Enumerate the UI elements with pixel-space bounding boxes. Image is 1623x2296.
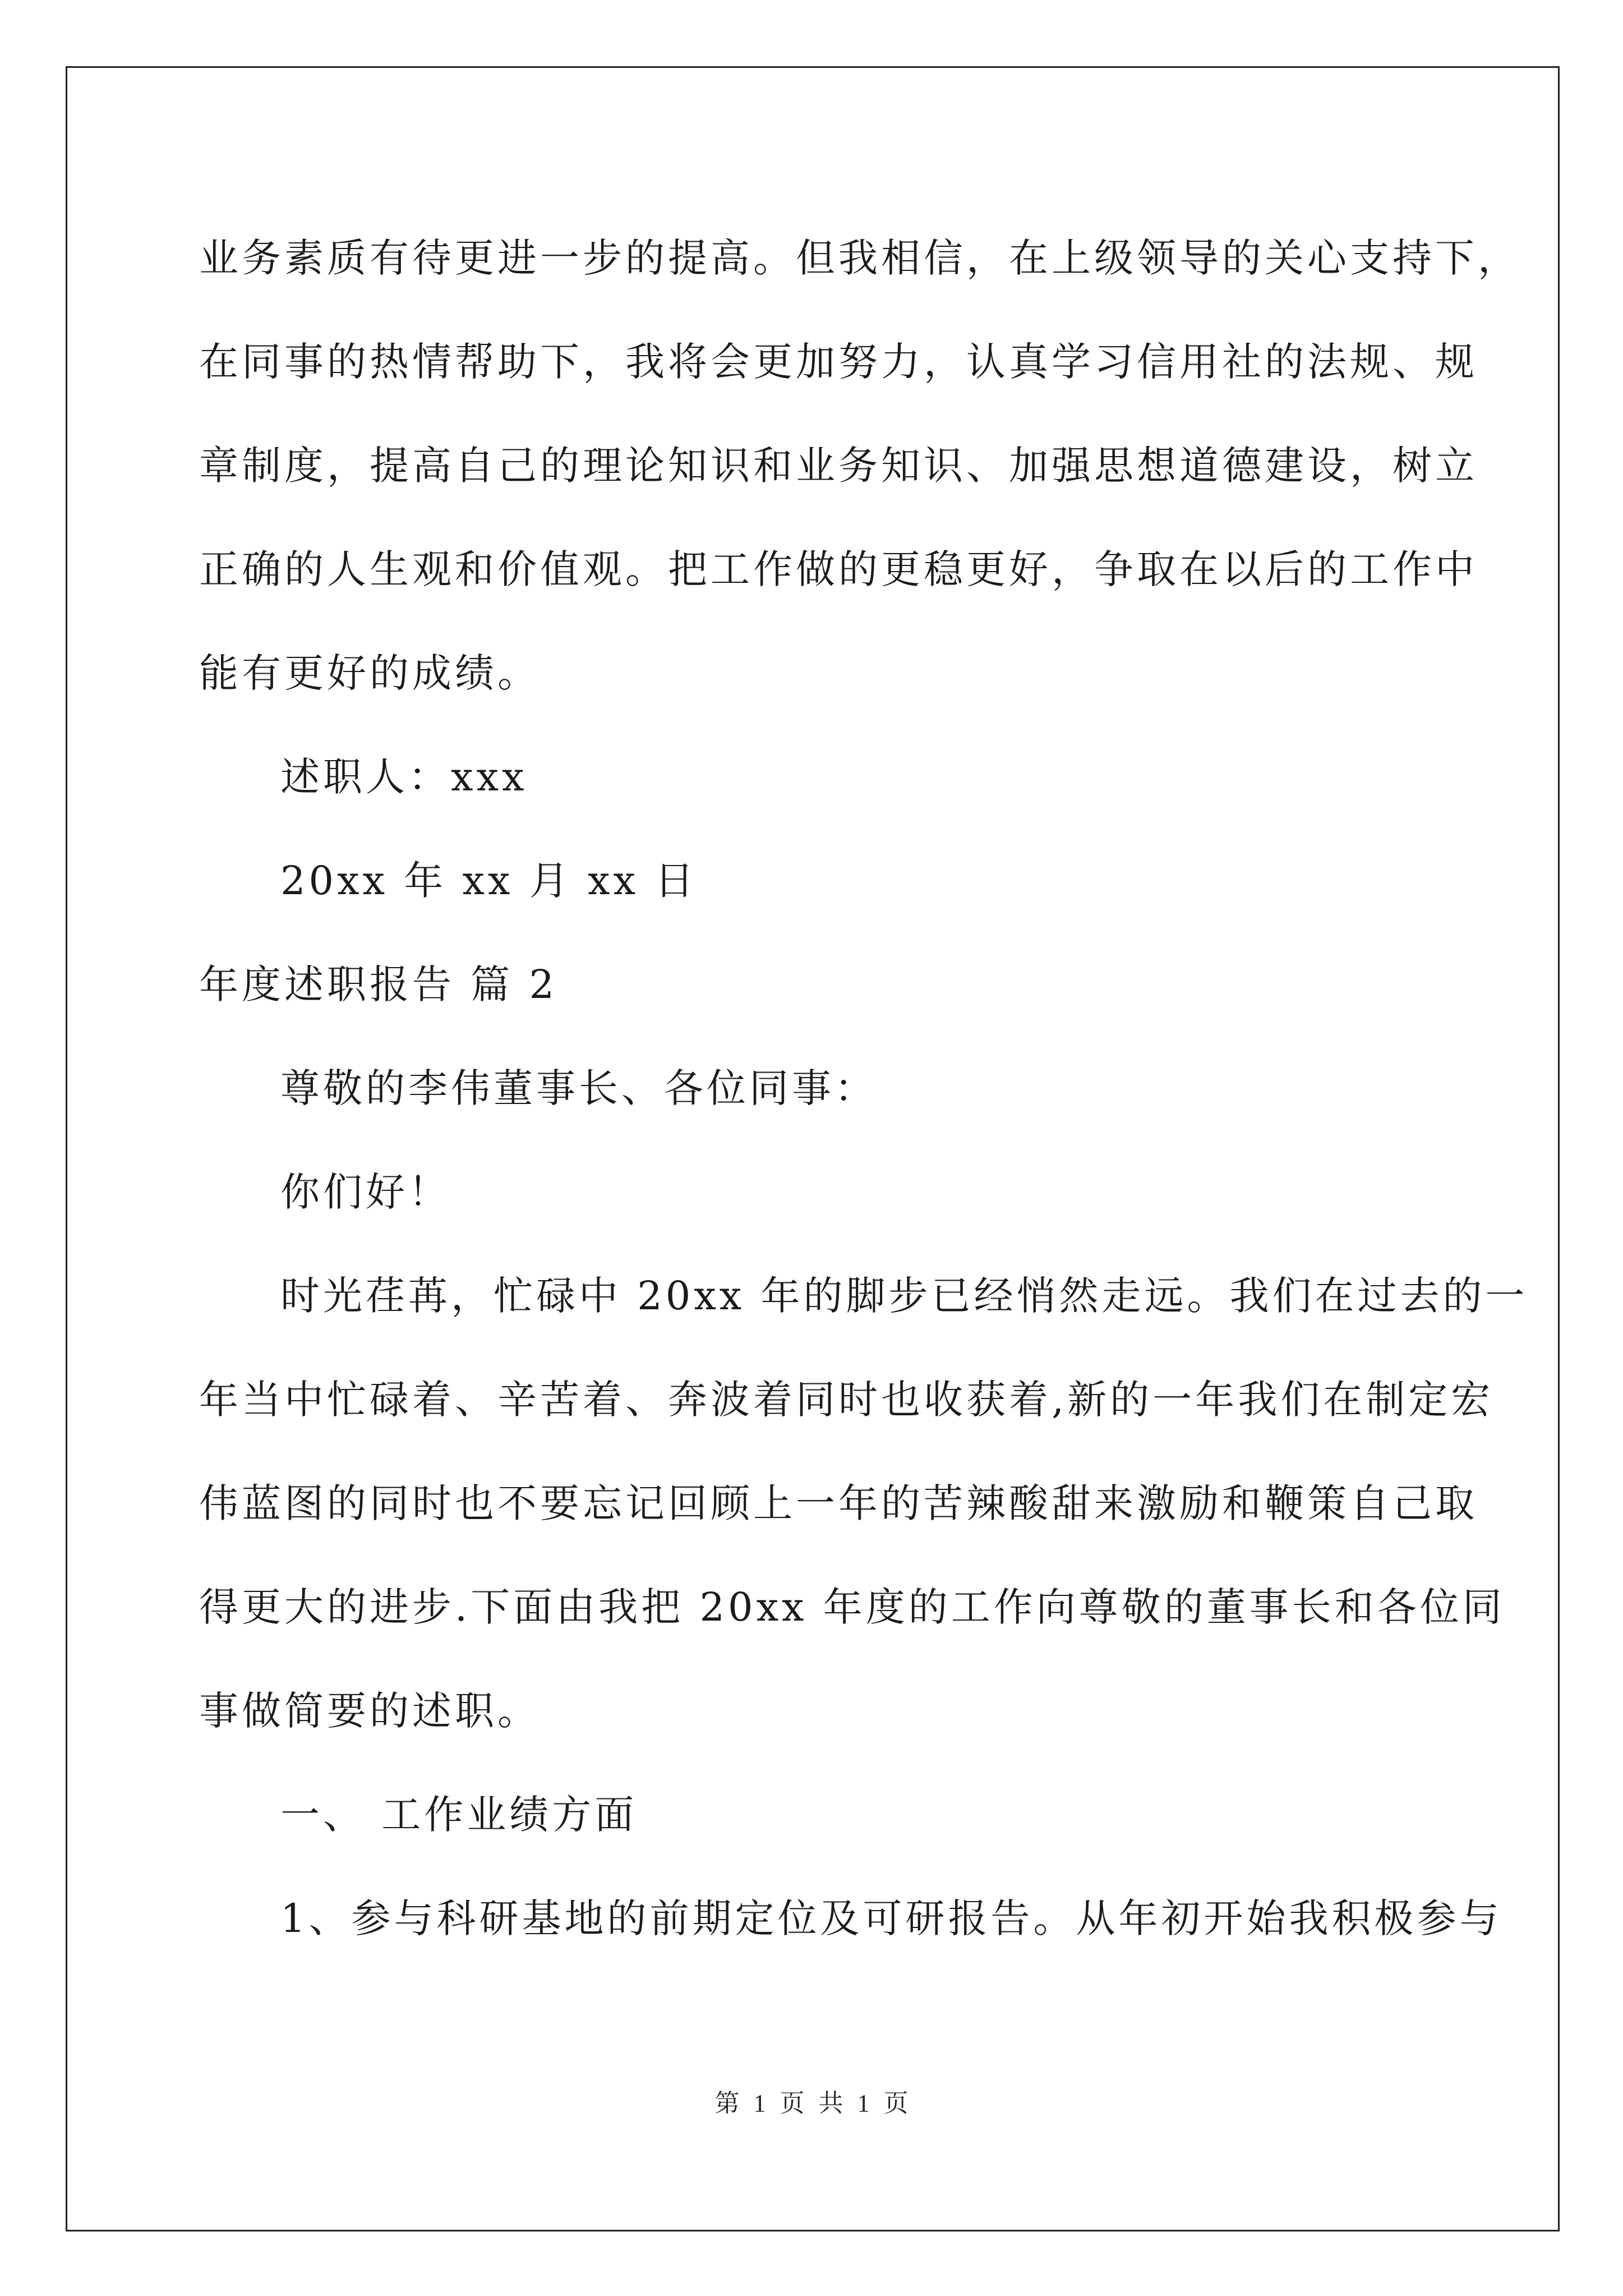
body-text-line: 能有更好的成绩。 [199, 650, 540, 696]
body-text-line: 1、参与科研基地的前期定位及可研报告。从年初开始我积极参与 [280, 1895, 1502, 1941]
body-text-line: 得更大的进步.下面由我把 20xx 年度的工作向尊敬的董事长和各位同 [199, 1584, 1505, 1630]
body-text-line: 在同事的热情帮助下，我将会更加努力，认真学习信用社的法规、规 [199, 339, 1478, 385]
body-text-line: 事做简要的述职。 [199, 1688, 540, 1734]
section-heading: 年度述职报告 篇 2 [199, 961, 558, 1007]
page-number-footer: 第 1 页 共 1 页 [714, 2090, 909, 2117]
body-text-line: 伟蓝图的同时也不要忘记回顾上一年的苦辣酸甜来激励和鞭策自己取 [199, 1480, 1478, 1526]
body-text-line: 时光荏苒，忙碌中 20xx 年的脚步已经悄然走远。我们在过去的一 [280, 1273, 1528, 1319]
signature-name: 述职人：xxx [280, 754, 528, 800]
salutation: 尊敬的李伟董事长、各位同事： [280, 1065, 877, 1111]
subsection-heading: 一、 工作业绩方面 [280, 1792, 638, 1838]
body-text-line: 章制度，提高自己的理论知识和业务知识、加强思想道德建设，树立 [199, 443, 1478, 489]
signature-date: 20xx 年 xx 月 xx 日 [280, 858, 698, 904]
body-text-line: 正确的人生观和价值观。把工作做的更稳更好，争取在以后的工作中 [199, 546, 1478, 592]
body-text-line: 业务素质有待更进一步的提高。但我相信，在上级领导的关心支持下， [199, 235, 1520, 281]
greeting: 你们好！ [280, 1169, 451, 1215]
body-text-line: 年当中忙碌着、辛苦着、奔波着同时也收获着,新的一年我们在制定宏 [199, 1377, 1494, 1423]
